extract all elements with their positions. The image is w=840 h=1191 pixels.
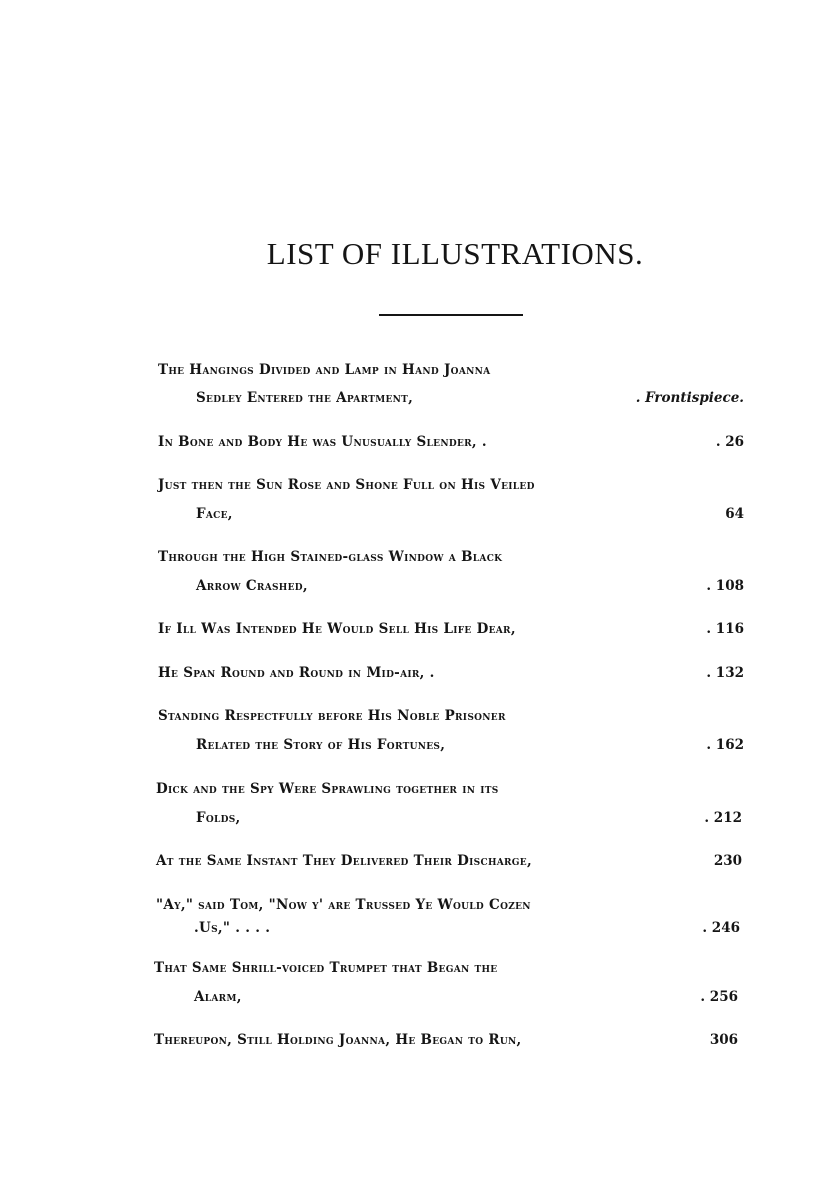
entry-line: Thereupon, Still Holding Joanna, He Began to Run, (154, 1032, 522, 1048)
page-ref: 64 (725, 506, 744, 522)
entry-line: That Same Shrill-voiced Trumpet that Began the (154, 960, 498, 976)
page-ref: . 132 (706, 665, 744, 681)
entry-line: Through the High Stained-glass Window a Black (158, 549, 503, 565)
entry-line: In Bone and Body He was Unusually Slender, . (158, 434, 487, 450)
entry-line: At the Same Instant They Delivered Their Discharge, (156, 853, 532, 869)
entry-line: Just then the Sun Rose and Shone Full on His Veiled (158, 477, 535, 493)
page-ref: 306 (709, 1032, 738, 1048)
entry-line: Dick and the Spy Were Sprawling together in its (156, 781, 499, 797)
page-ref: . 256 (700, 989, 738, 1005)
page-title: LIST OF ILLUSTRATIONS. (266, 236, 644, 271)
page-ref: . 108 (706, 578, 744, 594)
page-ref: . 162 (706, 737, 744, 753)
entry-line: Sedley Entered the Apartment, (196, 390, 414, 406)
page-ref: . 246 (702, 920, 740, 936)
entry-line: He Span Round and Round in Mid-air, . (158, 665, 435, 681)
entry-line: Alarm, (194, 989, 242, 1005)
entry-line: Arrow Crashed, (196, 578, 308, 594)
page-ref: . 212 (704, 810, 742, 826)
page-ref: . 116 (706, 621, 744, 637)
entry-line: If Ill Was Intended He Would Sell His Life Dear, (158, 621, 516, 637)
entry-line: "Ay," said Tom, "Now y' are Trussed Ye Would Cozen (156, 897, 531, 913)
page-ref: . 26 (715, 434, 744, 450)
page-ref: . Frontispiece. (635, 390, 744, 406)
entry-line: Folds, (196, 810, 241, 826)
entry-line: The Hangings Divided and Lamp in Hand Joanna (158, 362, 491, 378)
entry-line: Related the Story of His Fortunes, (196, 737, 446, 753)
entry-line: .Us," . . . . (194, 920, 271, 936)
entry-line: Standing Respectfully before His Noble Prisoner (158, 708, 506, 724)
entry-line: Face, (196, 506, 233, 522)
page-ref: 230 (713, 853, 742, 869)
